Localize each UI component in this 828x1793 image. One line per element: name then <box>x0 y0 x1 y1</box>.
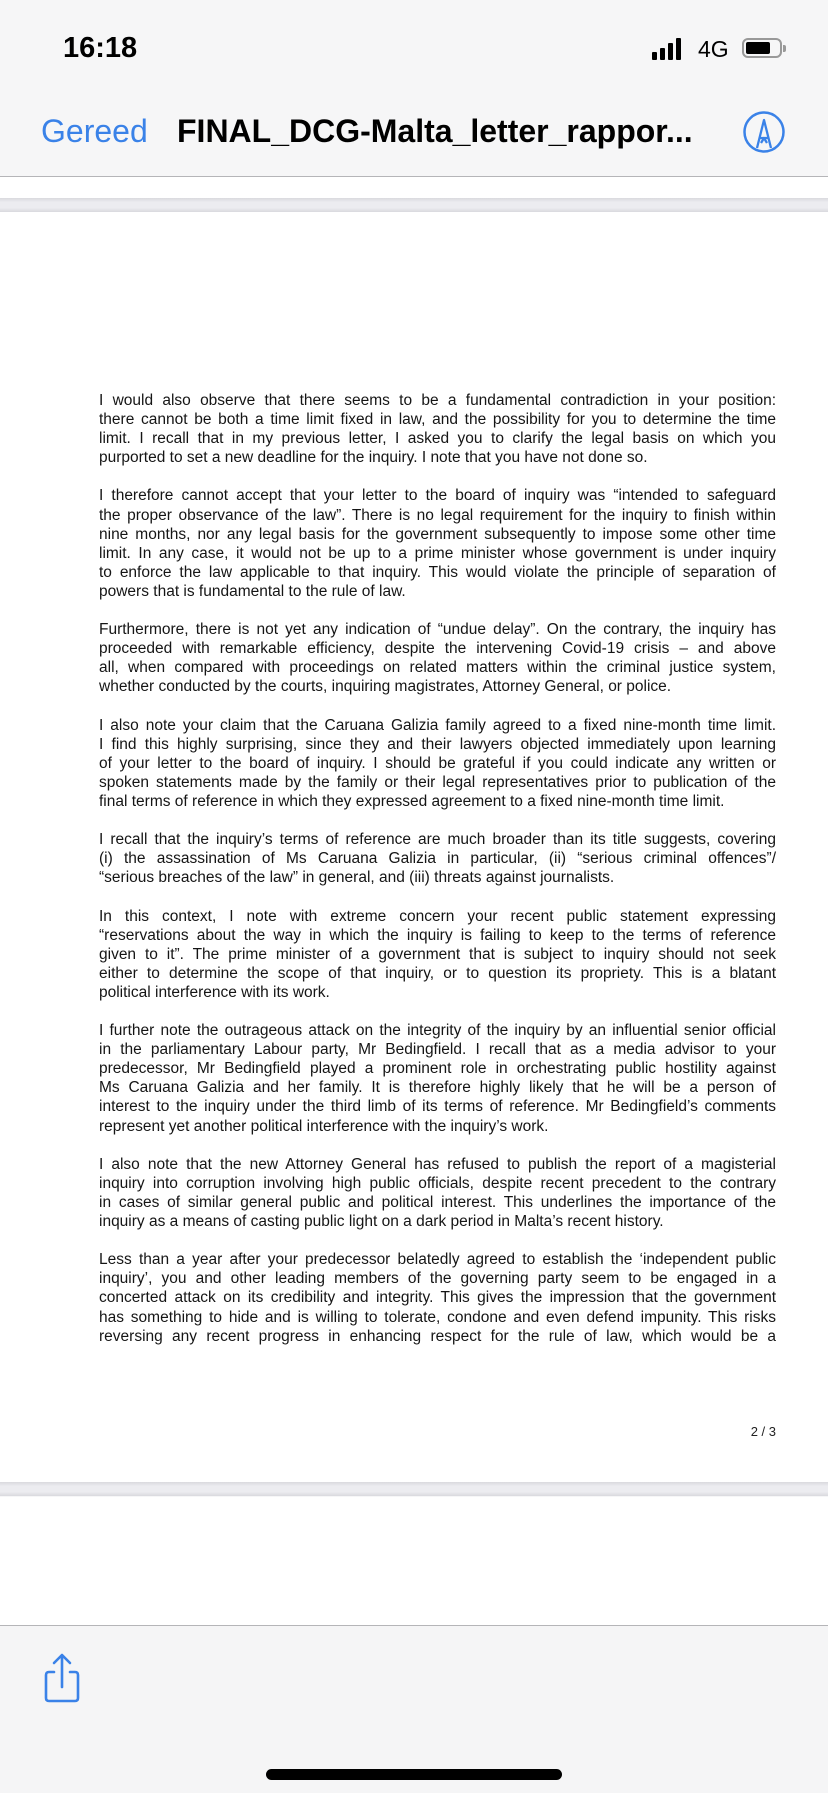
text-line-content: inquiry into corruption involving high public officials, despite recent precedent to the contrary <box>99 1174 776 1192</box>
paragraph <box>99 830 776 887</box>
paragraph <box>99 486 776 601</box>
text-line-content: nine months, nor any legal basis for the government subsequently to impose some other time <box>99 525 776 543</box>
pdf-page[interactable] <box>0 212 828 1482</box>
page-separator <box>0 198 828 212</box>
paragraph <box>99 1250 776 1345</box>
status-bar <box>0 0 828 95</box>
text-line <box>99 486 776 505</box>
done-button[interactable]: Gereed <box>41 113 148 149</box>
text-line <box>99 544 776 563</box>
text-line-content: Ms Caruana Galizia and her family. It is therefore highly likely that he will be a person of <box>99 1079 776 1097</box>
text-line-content: given to it”. The prime minister of a government that is subject to inquiry should not seek <box>99 945 776 963</box>
text-line-content: I therefore cannot accept that your letter to the board of inquiry was “intended to safeguard <box>99 487 776 505</box>
text-line <box>99 1174 776 1193</box>
text-line <box>99 639 776 658</box>
text-line <box>99 1117 776 1136</box>
paragraph <box>99 1155 776 1231</box>
text-line-content: powers that is fundamental to the rule of law. <box>99 582 406 600</box>
text-line <box>99 410 776 429</box>
text-line <box>99 429 776 448</box>
text-line-content: the proper observance of the law”. There is no legal requirement for the inquiry to finish within <box>99 506 776 524</box>
text-line <box>99 1269 776 1288</box>
text-line-content: to enforce the law applicable to that inquiry. This would violate the principle of separation of <box>99 563 776 581</box>
text-line <box>99 773 776 792</box>
text-line-content: I find this highly surprising, since they and their lawyers objected immediately upon learning <box>99 735 776 753</box>
text-line <box>99 907 776 926</box>
text-line <box>99 983 776 1002</box>
next-page-top <box>0 1497 828 1625</box>
text-line <box>99 735 776 754</box>
text-line <box>99 754 776 773</box>
network-type: 4G <box>698 36 729 62</box>
text-line-content: I recall that the inquiry’s terms of reference are much broader than its title suggests, covering <box>99 831 776 849</box>
text-line <box>99 792 776 811</box>
text-line <box>99 1155 776 1174</box>
text-line <box>99 582 776 601</box>
text-line <box>99 1040 776 1059</box>
text-line-content: represent yet another political interference with the inquiry’s work. <box>99 1117 549 1135</box>
text-line-content: in the parliamentary Labour party, Mr Bedingfield. I recall that as a media advisor to your <box>99 1041 776 1059</box>
paragraph <box>99 620 776 696</box>
text-line-content: I would also observe that there seems to be a fundamental contradiction in your position: <box>99 392 776 409</box>
text-line-content: purported to set a new deadline for the inquiry. I note that you have not done so. <box>99 449 648 467</box>
text-line-content: all, when compared with proceedings on related matters within the criminal justice system, <box>99 659 776 677</box>
page-separator <box>0 1482 828 1496</box>
text-line-content: Less than a year after your predecessor belatedly agreed to establish the ‘independent public <box>99 1251 776 1269</box>
text-line-content: (i) the assassination of Ms Caruana Galizia in particular, (ii) “serious criminal offences”/ <box>99 850 776 868</box>
text-line-content: proceeded with remarkable efficiency, despite the intervening Covid-19 crisis – and above <box>99 640 776 658</box>
home-indicator[interactable] <box>266 1769 562 1780</box>
text-line-content: final terms of reference in which they expressed agreement to a fixed nine-month time limit. <box>99 792 725 810</box>
text-line-content: inquiry as a means of casting public light on a dark period in Malta’s recent history. <box>99 1213 664 1231</box>
text-line-content: I further note the outrageous attack on the integrity of the inquiry by an influential senior official <box>99 1022 776 1040</box>
text-line-content: has something to hide and is willing to tolerate, condone and even defend impunity. This risks <box>99 1308 776 1326</box>
text-line-content: in cases of similar general public and political interest. This underlines the importance of the <box>99 1193 776 1211</box>
paragraph <box>99 907 776 1002</box>
text-line <box>99 1250 776 1269</box>
document-title: FINAL_DCG-Malta_letter_rappor... <box>177 113 693 149</box>
text-line <box>99 1193 776 1212</box>
status-time: 16:18 <box>63 32 138 64</box>
text-line <box>99 620 776 639</box>
document-body <box>99 391 776 1365</box>
text-line-content: “serious breaches of the law” in general, and (iii) threats against journalists. <box>99 869 615 887</box>
battery-icon <box>742 38 782 58</box>
text-line <box>99 849 776 868</box>
text-line-content: “reservations about the way in which the inquiry is failing to keep to the terms of reference <box>99 926 776 944</box>
text-line <box>99 563 776 582</box>
text-line <box>99 1212 776 1231</box>
text-line-content: reversing any recent progress in enhancing respect for the rule of law, which would be a <box>99 1327 776 1345</box>
nav-bar <box>0 95 828 177</box>
text-line <box>99 926 776 945</box>
text-line-content: limit. I recall that in my previous letter, I asked you to clarify the legal basis on which you <box>99 430 776 448</box>
text-line-content: I also note that the new Attorney General has refused to publish the report of a magisterial <box>99 1155 776 1173</box>
paragraph <box>99 716 776 811</box>
text-line <box>99 1327 776 1346</box>
text-line <box>99 448 776 467</box>
text-line-content: In this context, I note with extreme concern your recent public statement expressing <box>99 907 776 925</box>
text-line-content: either to determine the scope of that inquiry, or to question its propriety. This is a blatant <box>99 964 776 982</box>
text-line <box>99 1097 776 1116</box>
text-line <box>99 1078 776 1097</box>
text-line-content: I also note your claim that the Caruana Galizia family agreed to a fixed nine-month time limit. <box>99 716 776 734</box>
text-line-content: Furthermore, there is not yet any indication of “undue delay”. On the contrary, the inquiry has <box>99 621 776 639</box>
text-line <box>99 1059 776 1078</box>
text-line-content: concerted attack on its credibility and integrity. This gives the impression that the government <box>99 1289 776 1307</box>
text-line-content: of your letter to the board of inquiry. I should be grateful if you could indicate any written or <box>99 754 776 772</box>
text-line <box>99 716 776 735</box>
text-line <box>99 1288 776 1307</box>
text-line <box>99 1308 776 1327</box>
signal-icon <box>652 38 681 60</box>
text-line-content: whether conducted by the courts, inquiring magistrates, Attorney General, or police. <box>99 678 672 696</box>
text-line <box>99 677 776 696</box>
share-icon[interactable] <box>41 1652 83 1704</box>
markup-pen-icon[interactable] <box>742 110 786 154</box>
text-line <box>99 868 776 887</box>
text-line <box>99 1021 776 1040</box>
bottom-toolbar <box>0 1625 828 1793</box>
text-line-content: political interference with its work. <box>99 983 330 1001</box>
text-line <box>99 506 776 525</box>
text-line <box>99 830 776 849</box>
text-line-content: limit. In any case, it would not be up to a prime minister whose government is under inquiry <box>99 544 776 562</box>
text-line-content: inquiry’, you and other leading members of the governing party seem to be engaged in a <box>99 1270 776 1288</box>
text-line <box>99 391 776 410</box>
text-line <box>99 945 776 964</box>
previous-page-bottom <box>0 177 828 198</box>
text-line-content: interest to the inquiry under the third limb of its terms of reference. Mr Bedingfield’s comments <box>99 1098 776 1116</box>
text-line-content: predecessor, Mr Bedingfield played a prominent role in orchestrating public hostility against <box>99 1060 776 1078</box>
text-line-content: spoken statements made by the family or their legal representatives prior to publication of the <box>99 773 776 791</box>
text-line-content: there cannot be both a time limit fixed in law, and the possibility for you to determine the time <box>99 411 776 429</box>
paragraph <box>99 1021 776 1136</box>
page-number: 2 / 3 <box>750 1424 776 1439</box>
text-line <box>99 658 776 677</box>
paragraph <box>99 391 776 467</box>
text-line <box>99 964 776 983</box>
text-line <box>99 525 776 544</box>
